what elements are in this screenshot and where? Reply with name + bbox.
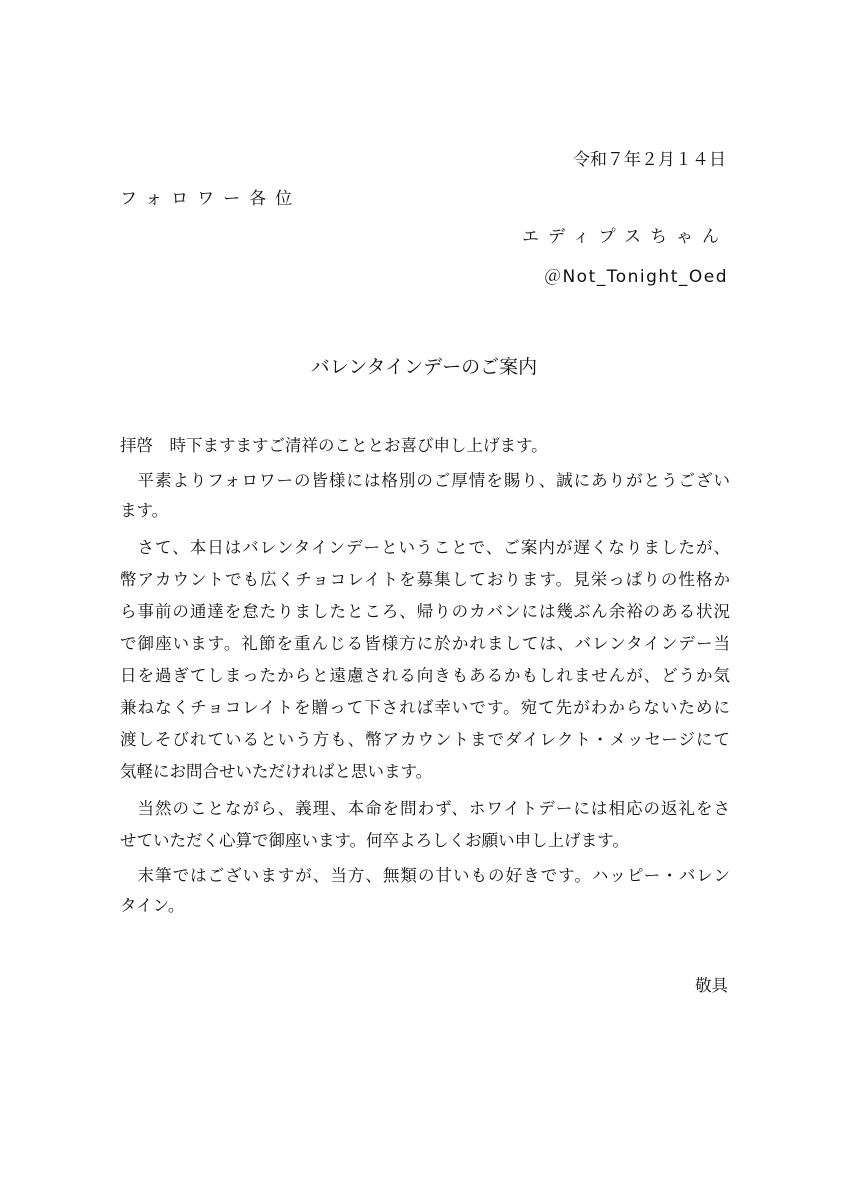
body-line: 末筆ではございますが、当方、無類の甘いもの好きです。ハッピー・バレン [120, 866, 730, 885]
closing-word: 敬具 [695, 976, 728, 995]
body-line: ます。 [120, 501, 169, 520]
body-line: 当然のことながら、義理、本命を問わず、ホワイトデーには相応の返礼をさ [120, 799, 730, 818]
body-line: さて、本日はバレンタインデーということで、ご案内が遅くなりましたが、 [120, 538, 730, 557]
sender-handle: ＠Not_Tonight_Oed [543, 267, 728, 287]
body-line: 拝啓 時下ますますご清祥のこととお喜び申し上げます。 [120, 436, 548, 455]
body-line: ら事前の通達を怠たりましたところ、帰りのカバンには幾ぶん余裕のある状況 [120, 602, 730, 621]
body-line: せていただく心算で御座います。何卒よろしくお願い申し上げます。 [120, 831, 629, 850]
letter-body [120, 430, 730, 922]
sender-name: エディプスちゃん [522, 227, 728, 247]
recipient-line: フォロワー各位 [120, 189, 302, 209]
body-line: 幣アカウントでも広くチョコレイトを募集しております。見栄っぱりの性格か [120, 570, 730, 589]
body-line: タイン。 [120, 896, 185, 915]
body-line: 日を過ぎてしまったからと遠慮される向きもあるかもしれませんが、どうか気 [120, 666, 730, 685]
body-line: 気軽にお問合せいただければと思います。 [120, 762, 433, 781]
letter-date: 令和７年２月１４日 [573, 150, 726, 170]
body-line: で御座います。礼節を重んじる皆様方に於かれましては、バレンタインデー当 [120, 634, 730, 653]
body-line: 渡しそびれているという方も、幣アカウントまでダイレクト・メッセージにて [120, 730, 730, 749]
body-line: 兼ねなくチョコレイトを贈って下されば幸いです。宛て先がわからないために [120, 698, 730, 717]
letter-title: バレンタインデーのご案内 [310, 356, 538, 378]
body-line: 平素よりフォロワーの皆様には格別のご厚情を賜り、誠にありがとうござい [120, 471, 730, 490]
